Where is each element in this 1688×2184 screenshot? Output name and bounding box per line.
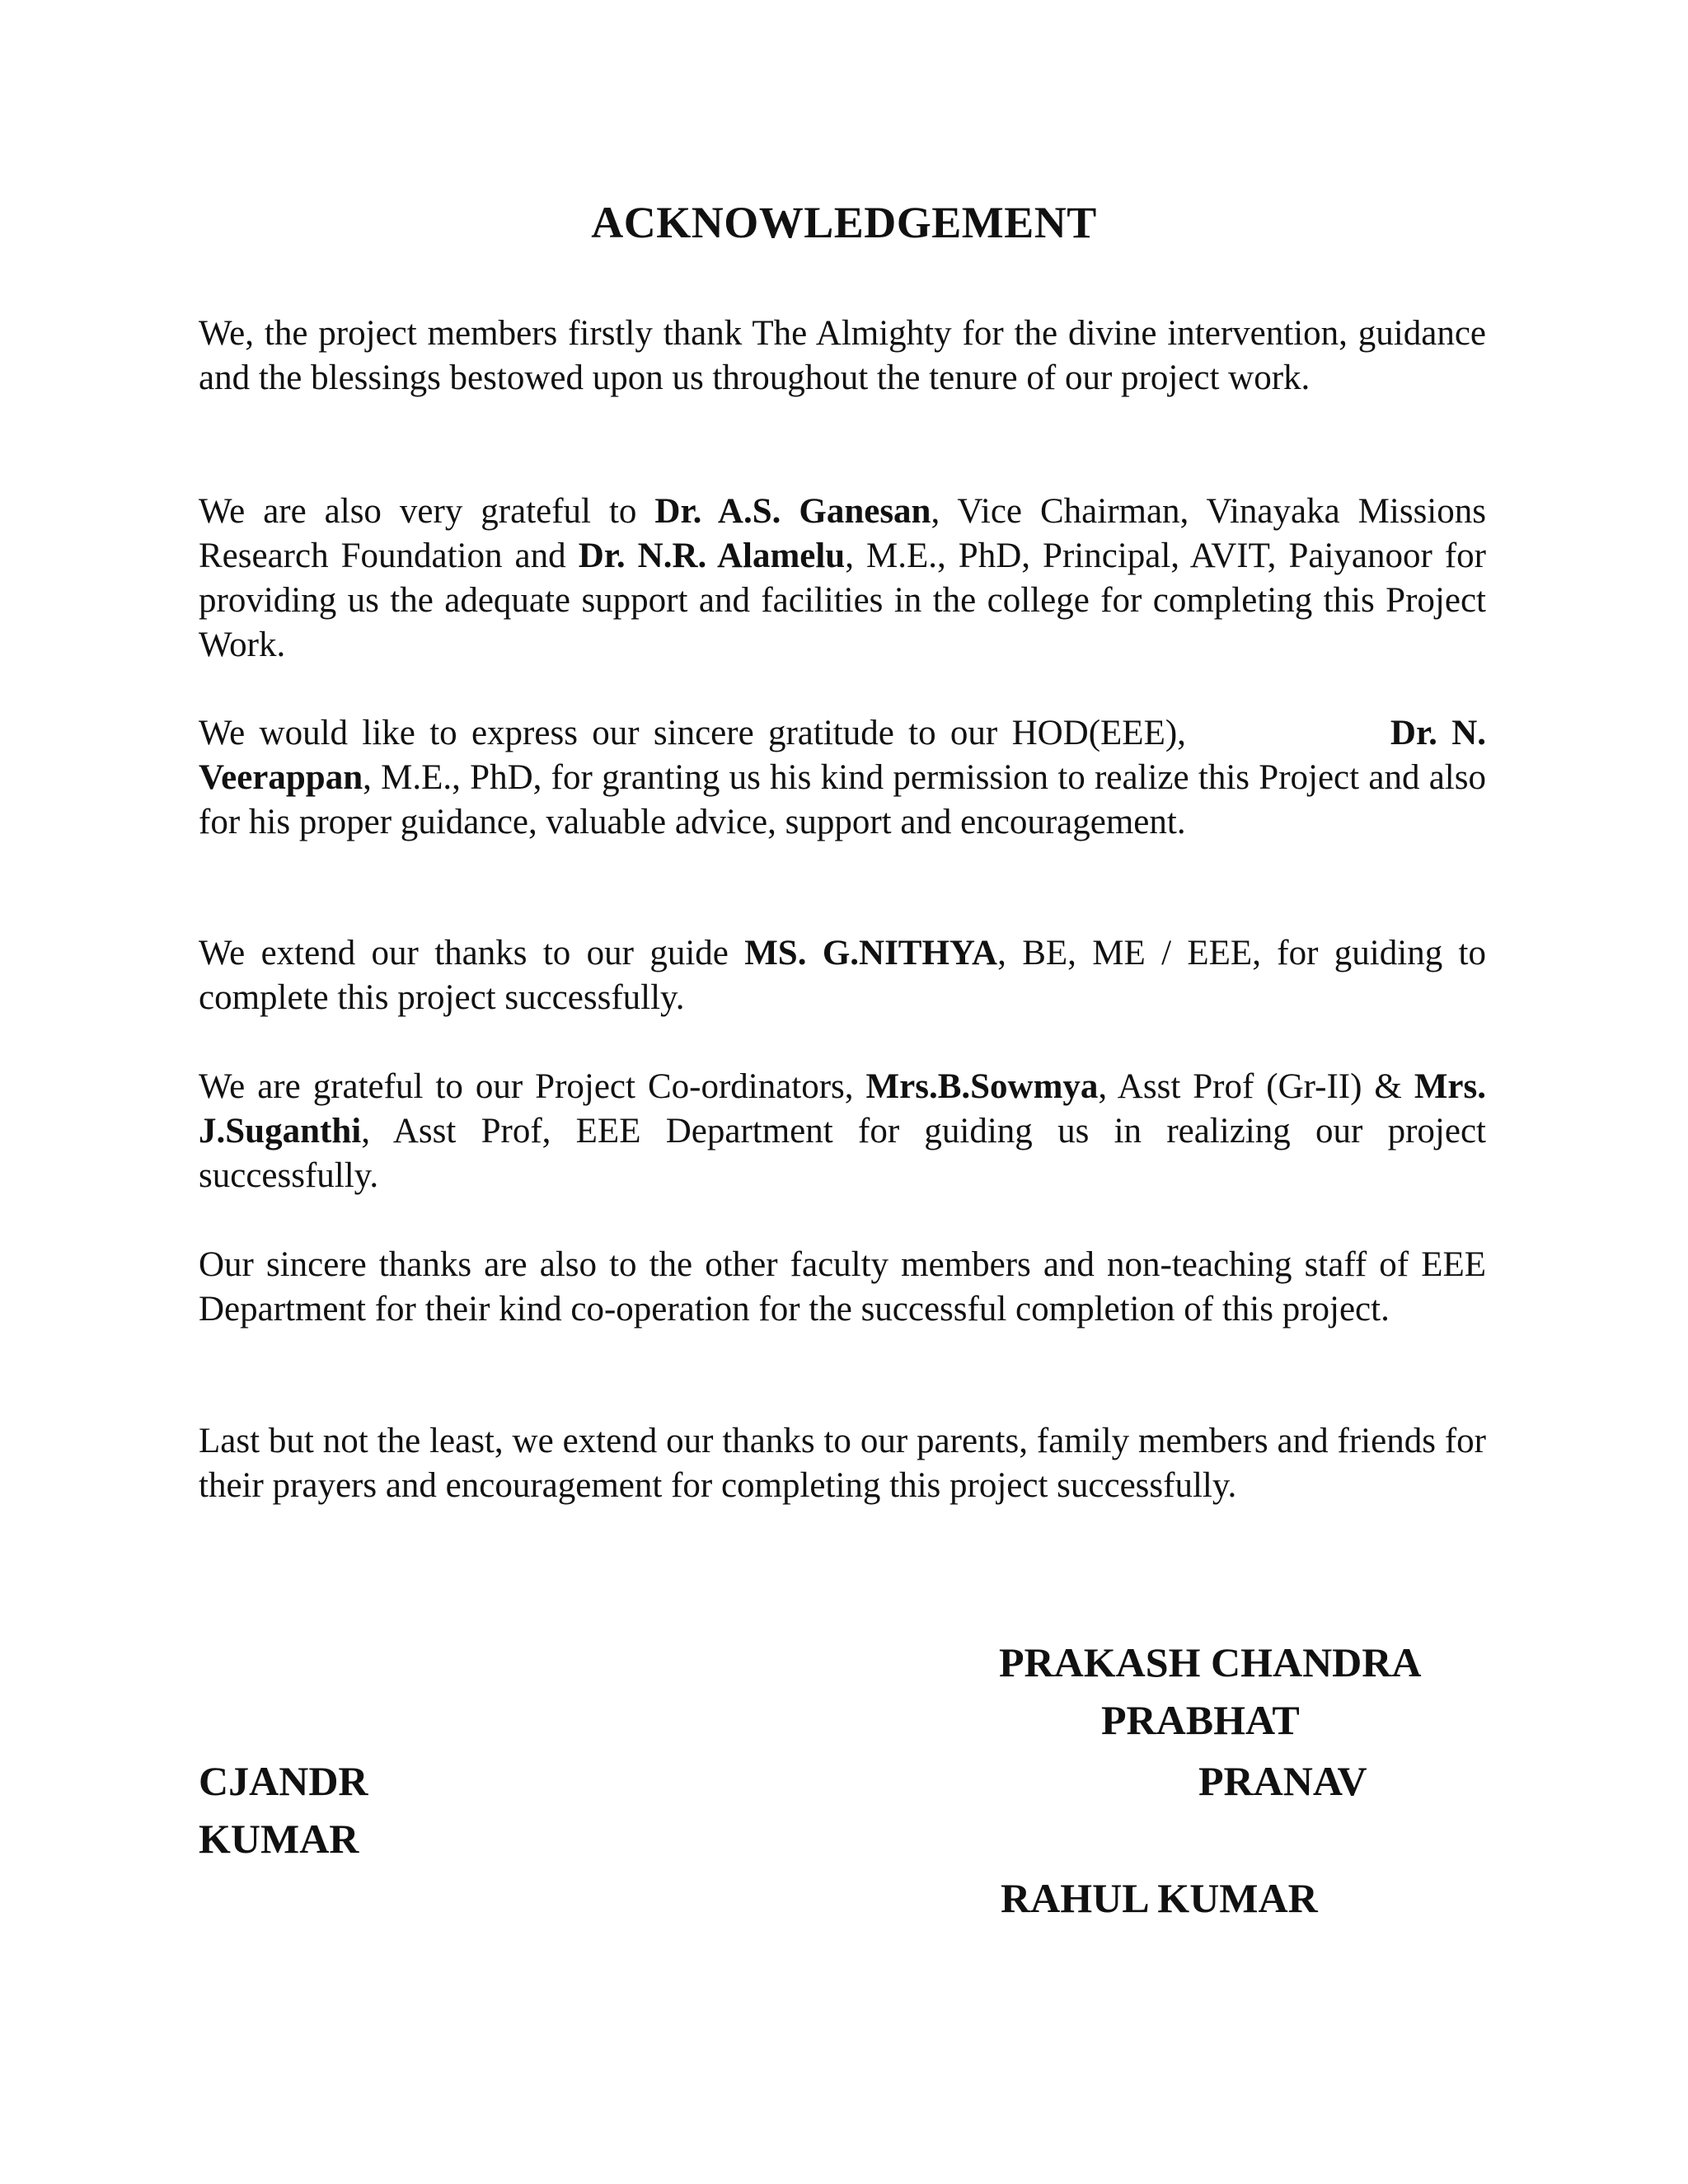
paragraph-text: We are grateful to our Project Co-ordinators, bbox=[199, 1067, 866, 1106]
name-bold: Mrs. J.Suganthi bbox=[199, 1067, 1486, 1151]
name-bold: Dr. A.S. Ganesan bbox=[654, 492, 931, 531]
paragraph-text: We are also very grateful to bbox=[199, 492, 655, 531]
paragraph-text: , BE, ME / EEE, for guiding to complete this project successfully. bbox=[199, 934, 1486, 1017]
paragraph-text: Our sincere thanks are also to the other faculty members and non-teaching staff of EEE Department for their kind co-operation for the successful completion of this project. bbox=[199, 1245, 1486, 1329]
paragraph-text: We, the project members firstly thank The Almighty for the divine intervention, guidance and the blessings bestowed upon us throughout the tenure of our project work. bbox=[199, 314, 1486, 397]
document-title: ACKNOWLEDGEMENT bbox=[591, 198, 1097, 247]
paragraph-text: , Asst Prof (Gr-II) & bbox=[1098, 1067, 1414, 1106]
paragraph-text: Last but not the least, we extend our thanks to our parents, family members and friends for their prayers and encouragement for completing this project successfully. bbox=[199, 1422, 1486, 1505]
paragraph-hod bbox=[199, 711, 1486, 845]
name-bold: MS. G.NITHYA bbox=[744, 934, 998, 972]
paragraph-coordinators bbox=[199, 1065, 1486, 1198]
paragraph-vice-chairman-principal bbox=[199, 490, 1486, 668]
signatory-name: CJANDR bbox=[199, 1758, 368, 1804]
paragraph-text: , M.E., PhD, for granting us his kind permission to realize this Project and also for his proper guidance, valuable advice, support and encouragement. bbox=[199, 758, 1486, 841]
paragraph-text: We extend our thanks to our guide bbox=[199, 934, 745, 972]
signatory-name: PRAKASH CHANDRA bbox=[999, 1639, 1422, 1685]
name-bold: Dr. N.R. Alamelu bbox=[578, 537, 846, 575]
name-bold: Mrs.B.Sowmya bbox=[865, 1067, 1099, 1106]
paragraph-faculty bbox=[199, 1243, 1486, 1332]
signatory-name: PRANAV bbox=[1198, 1758, 1367, 1804]
signatory-name: KUMAR bbox=[199, 1816, 359, 1862]
paragraph-text: , M.E., PhD, Principal, AVIT, Paiyanoor for providing us the adequate support and facilities in the college for completing this Project Work. bbox=[199, 537, 1486, 664]
paragraph-almighty bbox=[199, 312, 1486, 401]
paragraph-guide bbox=[199, 931, 1486, 1020]
paragraph-parents bbox=[199, 1419, 1486, 1508]
signatory-name: PRABHAT bbox=[1101, 1697, 1300, 1743]
paragraph-text: , Vice Chairman, Vinayaka Missions Research Foundation and bbox=[199, 492, 1486, 575]
paragraph-text: We would like to express our sincere gratitude to our HOD(EEE), bbox=[199, 714, 1186, 752]
name-bold: Dr. N. Veerappan bbox=[199, 714, 1486, 797]
paragraph-text: , Asst Prof, EEE Department for guiding us in realizing our project successfully. bbox=[199, 1112, 1486, 1195]
signatory-name: RAHUL KUMAR bbox=[1001, 1875, 1318, 1921]
